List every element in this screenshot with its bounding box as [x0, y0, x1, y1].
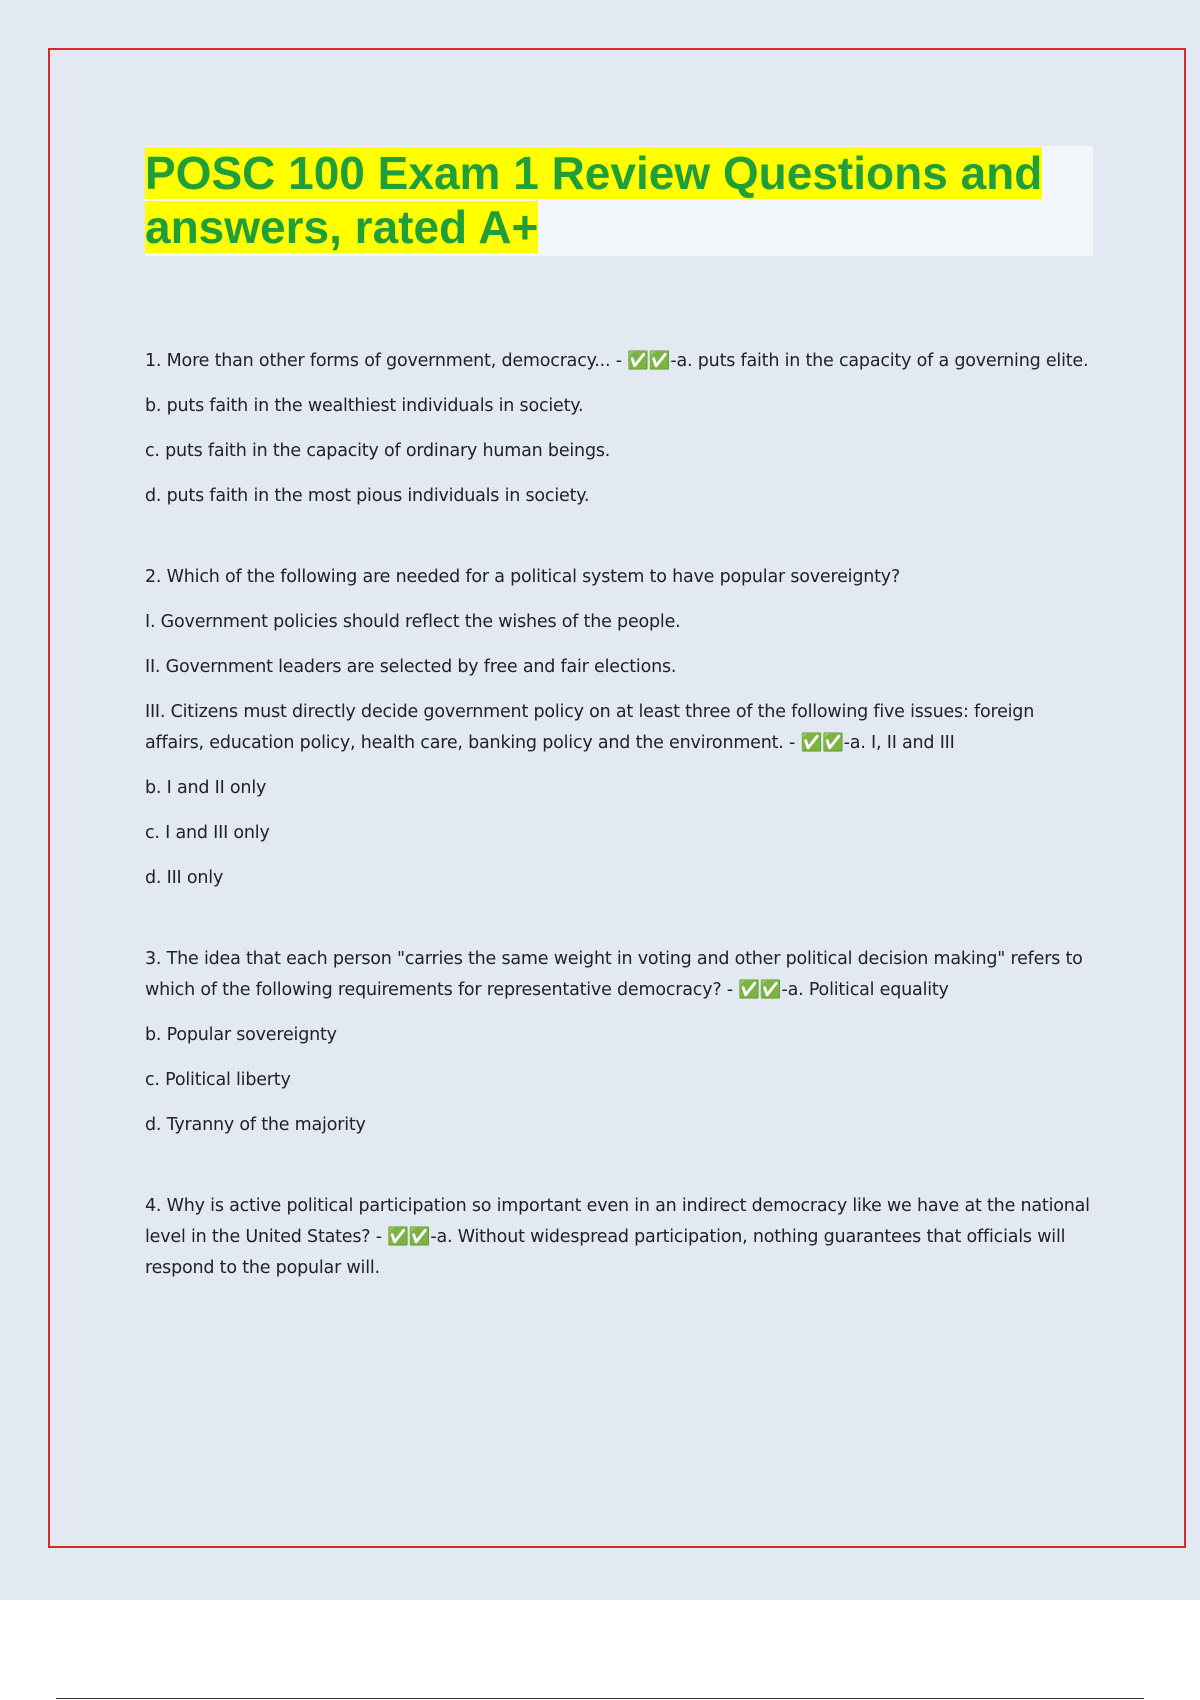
- question-1-option-b: b. puts faith in the wealthiest individuals in society.: [145, 396, 584, 416]
- question-4: [145, 1191, 1093, 1284]
- question-3-stem: 3. The idea that each person "carries the same weight in voting and other political decision making" refers to which of the following requirements for representative democracy? - ✅✅-a. Political equality: [145, 949, 1083, 1000]
- question-2-option-b: b. I and II only: [145, 778, 267, 798]
- question-1-option-c: c. puts faith in the capacity of ordinary human beings.: [145, 441, 611, 461]
- question-list: [145, 346, 1093, 1284]
- question-2-statement-3: III. Citizens must directly decide government policy on at least three of the following five issues: foreign affairs, education policy, health care, banking policy and the environment. - ✅✅-a. I, II and III: [145, 702, 1035, 753]
- question-2-option-c: c. I and III only: [145, 823, 270, 843]
- question-1-option-d: d. puts faith in the most pious individuals in society.: [145, 486, 590, 506]
- question-1-stem: 1. More than other forms of government, democracy... - ✅✅-a. puts faith in the capacity of a governing elite.: [145, 351, 1089, 371]
- question-3-option-d: d. Tyranny of the majority: [145, 1115, 366, 1135]
- question-2-statement-1: I. Government policies should reflect the wishes of the people.: [145, 612, 681, 632]
- question-3-option-c: c. Political liberty: [145, 1070, 291, 1090]
- footer-rule: [56, 1698, 1144, 1699]
- question-2-stem: 2. Which of the following are needed for a political system to have popular sovereignty?: [145, 567, 901, 587]
- title-highlight: POSC 100 Exam 1 Review Questions and answers, rated A+: [145, 147, 1043, 253]
- question-2-statement-2: II. Government leaders are selected by free and fair elections.: [145, 657, 677, 677]
- question-3: [145, 944, 1093, 1141]
- question-2-option-d: d. III only: [145, 868, 224, 888]
- question-2: [145, 562, 1093, 894]
- question-4-stem: 4. Why is active political participation so important even in an indirect democracy like we have at the national level in the United States? - ✅✅-a. Without widespread participation, nothing guarantees that officials will respond to the popular will.: [145, 1196, 1090, 1278]
- question-1: [145, 346, 1093, 512]
- document-title: [145, 146, 1045, 254]
- question-3-option-b: b. Popular sovereignty: [145, 1025, 337, 1045]
